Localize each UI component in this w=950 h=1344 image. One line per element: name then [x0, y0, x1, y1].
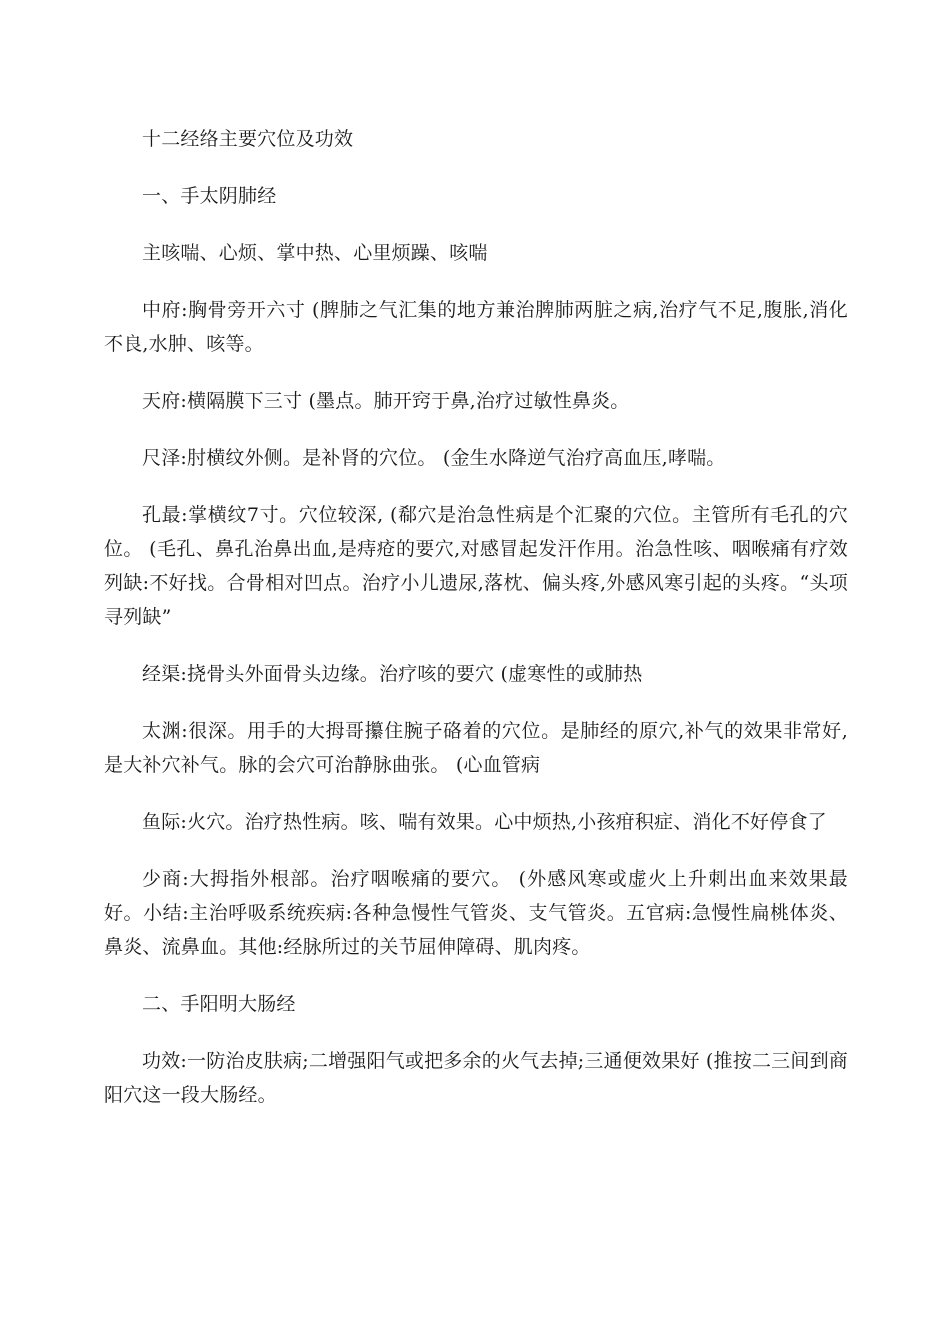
paragraph-jingqu: 经渠:挠骨头外面骨头边缘。治疗咳的要穴 (虚寒性的或肺热: [142, 663, 643, 685]
paragraph-chize: 尺泽:肘横纹外侧。是补肾的穴位。 (金生水降逆气治疗高血压,哮喘。: [142, 447, 726, 469]
paragraph-kongzui: 孔最:掌横纹7寸。穴位较深, (郗穴是治急性病是个汇聚的穴位。主管所有毛孔的穴位。 (毛孔、鼻孔治鼻出血,是痔疮的要穴,对感冒起发汗作用。治急性咳、咽喉痛有疗效列缺:不好找。合骨相对凹点。治疗小儿遗尿,落枕、偏头疼,外感风寒引起的头疼。“头项寻列缺”: [104, 504, 848, 628]
paragraph-taiyuan: 太渊:很深。用手的大拇哥攥住腕子硌着的穴位。是肺经的原穴,补气的效果非常好,是大补穴补气。脉的会穴可治静脉曲张。 (心血管病: [104, 720, 848, 776]
paragraph-yuji: 鱼际:火穴。治疗热性病。咳、喘有效果。心中烦热,小孩疳积症、消化不好停食了: [142, 811, 827, 833]
section-heading-large-intestine-meridian: 二、手阳明大肠经: [142, 993, 296, 1015]
paragraph-lung-main-symptoms: 主咳喘、心烦、掌中热、心里烦躁、咳喘: [142, 242, 488, 264]
paragraph-large-intestine-effects: 功效:一防治皮肤病;二增强阳气或把多余的火气去掉;三通便效果好 (推按二三间到商阳穴这一段大肠经。: [104, 1050, 848, 1106]
section-heading-lung-meridian: 一、手太阴肺经: [142, 185, 277, 207]
document-page: [104, 122, 848, 1135]
paragraph-tianfu: 天府:横隔膜下三寸 (墨点。肺开窍于鼻,治疗过敏性鼻炎。: [142, 390, 630, 412]
document-title: 十二经络主要穴位及功效: [142, 128, 354, 150]
paragraph-shaoshang: 少商:大拇指外根部。治疗咽喉痛的要穴。 (外感风寒或虚火上升刺出血来效果最好。小结:主治呼吸系统疾病:各种急慢性气管炎、支气管炎。五官病:急慢性扁桃体炎、鼻炎、流鼻血。其他:经脉所过的关节屈伸障碍、肌肉疼。: [104, 868, 848, 958]
paragraph-zhongfu: 中府:胸骨旁开六寸 (脾肺之气汇集的地方兼治脾肺两脏之病,治疗气不足,腹胀,消化不良,水肿、咳等。: [104, 299, 848, 355]
